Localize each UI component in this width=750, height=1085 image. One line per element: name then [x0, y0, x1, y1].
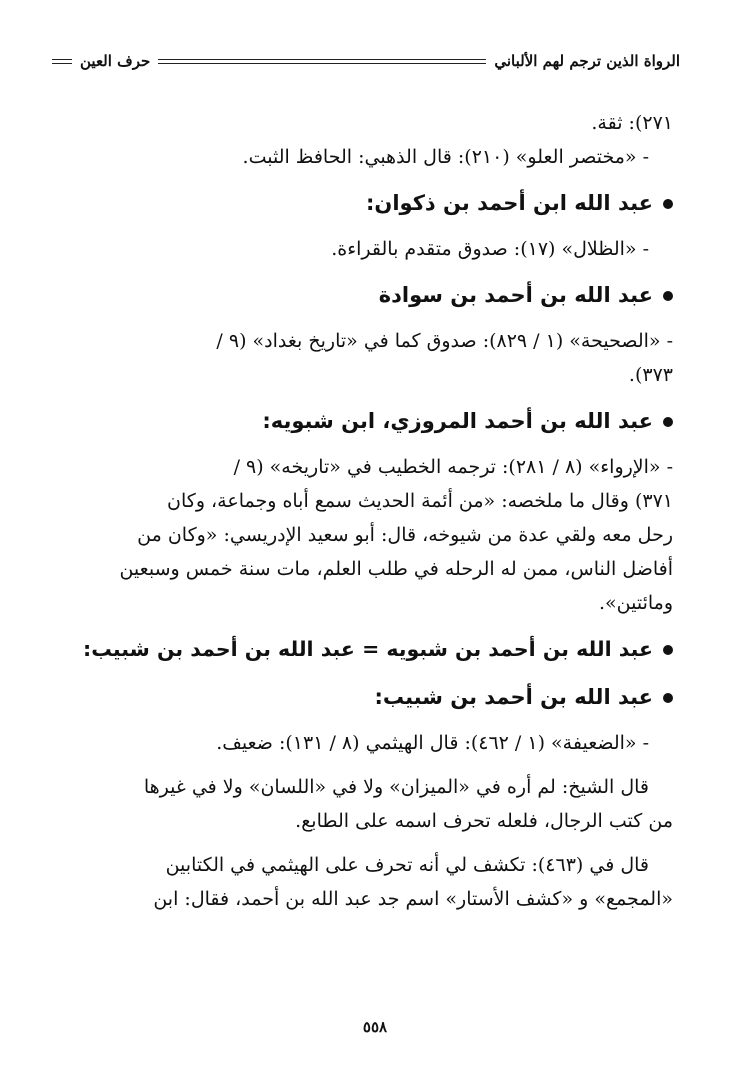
text-line: ومائتين».	[598, 592, 673, 614]
text-line: ٣٧١) وقال ما ملخصه: «من أئمة الحديث سمع أباه وجماعة، وكان	[167, 490, 673, 512]
citation-line: - «الإرواء» (٨ / ٢٨١): ترجمه الخطيب في «تاريخه» (٩ /	[233, 456, 673, 478]
text-line: قال الشيخ: لم أره في «الميزان» ولا في «اللسان» ولا في غيرها	[143, 776, 649, 798]
narrator-entry-heading: عبد الله ابن أحمد بن ذكوان:	[75, 184, 673, 222]
header-book-title: الرواة الذين ترجم لهم الألباني	[494, 52, 680, 70]
bullet-icon	[663, 693, 673, 703]
text-line: أفاضل الناس، ممن له الرحله في طلب العلم، مات سنة خمس وسبعين	[119, 558, 673, 580]
citation-line: - «الضعيفة» (١ / ٤٦٢): قال الهيثمي (٨ / ١٣١): ضعيف.	[216, 732, 649, 754]
text-line: «المجمع» و «كشف الأستار» اسم جد عبد الله بن أحمد، فقال: ابن	[153, 888, 673, 910]
header-section-title: حرف العين	[80, 52, 151, 70]
bullet-icon	[663, 291, 673, 301]
citation-line: - «الصحيحة» (١ / ٨٢٩): صدوق كما في «تاريخ بغداد» (٩ /	[216, 330, 673, 352]
text-line: ٢٧١): ثقة.	[591, 112, 673, 134]
citation-line: - «مختصر العلو» (٢١٠): قال الذهبي: الحافظ الثبت.	[242, 146, 649, 168]
bullet-icon	[663, 199, 673, 209]
citation-line: - «الظلال» (١٧): صدوق متقدم بالقراءة.	[331, 238, 649, 260]
header-rule	[158, 59, 486, 64]
text-line: رحل معه ولقي عدة من شيوخه، قال: أبو سعيد الإدريسي: «وكان من	[137, 524, 673, 546]
page-body	[75, 106, 673, 916]
bullet-icon	[663, 645, 673, 655]
text-line: قال في (٤٦٣): تكشف لي أنه تحرف على الهيثمي في الكتابين	[165, 854, 649, 876]
narrator-entry-heading: عبد الله بن أحمد بن سوادة	[75, 276, 673, 314]
header-rule-end	[52, 59, 72, 64]
text-line: من كتب الرجال، فلعله تحرف اسمه على الطابع.	[295, 810, 673, 832]
text-line: ٣٧٣).	[628, 364, 673, 386]
narrator-entry-heading: عبد الله بن أحمد بن شبويه = عبد الله بن أحمد بن شبيب:	[75, 630, 673, 668]
narrator-entry-heading: عبد الله بن أحمد المروزي، ابن شبويه:	[75, 402, 673, 440]
page-number: ٥٥٨	[362, 1018, 388, 1036]
narrator-entry-heading: عبد الله بن أحمد بن شبيب:	[75, 678, 673, 716]
running-header	[52, 48, 680, 74]
bullet-icon	[663, 417, 673, 427]
